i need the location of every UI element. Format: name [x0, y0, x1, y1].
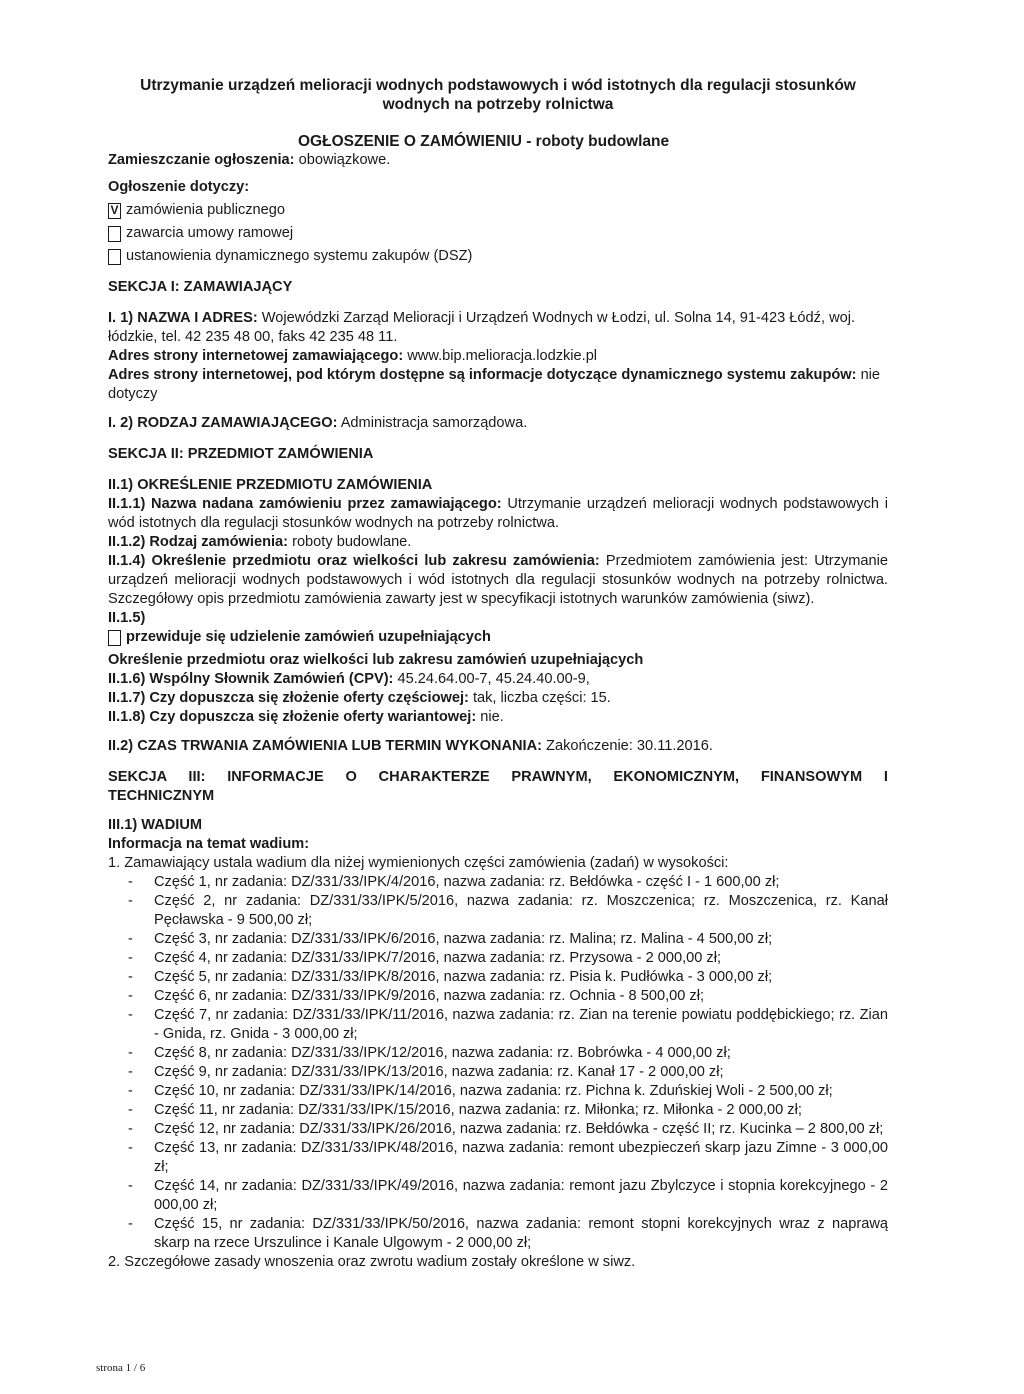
option-framework — [108, 224, 888, 243]
option-label: zamówienia publicznego — [126, 202, 286, 218]
list-item: - Część 15, nr zadania: DZ/331/33/IPK/50/2016, nazwa zadania: remont stopni korekcyjnych wraz z naprawą skarp na rzece Urszulince i Kanale Ulgowym - 2 000,00 zł; — [108, 1215, 888, 1253]
option-label: zawarcia umowy ramowej — [126, 225, 294, 241]
list-item: - Część 1, nr zadania: DZ/331/33/IPK/4/2016, nazwa zadania: rz. Bełdówka - część I - 1 600,00 zł; — [108, 873, 888, 892]
list-item: - Część 5, nr zadania: DZ/331/33/IPK/8/2016, nazwa zadania: rz. Pisia k. Pudłówka - 3 000,00 zł; — [108, 968, 888, 987]
section-3-heading: SEKCJA III: INFORMACJE O CHARAKTERZE PRAWNYM, EKONOMICZNYM, FINANSOWYM I TECHNICZNYM — [108, 769, 888, 804]
variant-label: II.1.8) Czy dopuszcza się złożenie oferty wariantowej: — [108, 709, 477, 725]
deposit-parts-list — [108, 873, 888, 1253]
dsz-label: Adres strony internetowej, pod którym dostępne są informacje dotyczące dynamicznego systemu zakupów: — [108, 367, 857, 383]
website-value: www.bip.melioracja.lodzkie.pl — [403, 348, 598, 364]
document-body — [108, 76, 888, 1272]
list-item: - Część 2, nr zadania: DZ/331/33/IPK/5/2016, nazwa zadania: rz. Moszczenica; rz. Moszczenica, rz. Kanał Pęcławska - 9 500,00 zł; — [108, 892, 888, 930]
n112-label: II.1.2) Rodzaj zamówienia: — [108, 534, 289, 550]
website-line — [108, 347, 888, 366]
website-label: Adres strony internetowej zamawiającego: — [108, 348, 404, 364]
supplementary-desc: Określenie przedmiotu oraz wielkości lub zakresu zamówień uzupełniających — [108, 652, 644, 668]
list-item: - Część 13, nr zadania: DZ/331/33/IPK/48/2016, nazwa zadania: remont ubezpieczeń skarp jazu Zimne - 3 000,00 zł; — [108, 1139, 888, 1177]
supplementary-orders-option — [108, 628, 888, 647]
deposit-heading: III.1) WADIUM — [108, 817, 203, 833]
contract-type-line — [108, 533, 888, 552]
placement-line — [108, 151, 888, 170]
deposit-point-2: 2. Szczegółowe zasady wnoszenia oraz zwrotu wadium zostały określone w siwz. — [108, 1254, 636, 1270]
cpv-line — [108, 670, 888, 689]
partial-offer-line — [108, 689, 888, 708]
checkbox-empty-icon — [108, 630, 121, 646]
partial-label: II.1.7) Czy dopuszcza się złożenie oferty częściowej: — [108, 690, 469, 706]
n112-value: roboty budowlane. — [288, 534, 412, 550]
checkbox-empty-icon — [108, 226, 121, 242]
duration-value: Zakończenie: 30.11.2016. — [542, 738, 713, 754]
contract-name-line — [108, 495, 888, 533]
n114-label: II.1.4) Określenie przedmiotu oraz wielkości lub zakresu zamówienia: — [108, 553, 600, 569]
placement-value: obowiązkowe. — [294, 152, 391, 168]
list-item: - Część 4, nr zadania: DZ/331/33/IPK/7/2016, nazwa zadania: rz. Przysowa - 2 000,00 zł; — [108, 949, 888, 968]
option-public-contract — [108, 201, 888, 220]
list-item: - Część 12, nr zadania: DZ/331/33/IPK/26/2016, nazwa zadania: rz. Bełdówka - część II; rz. Kucinka – 2 800,00 zł; — [108, 1120, 888, 1139]
checkbox-empty-icon — [108, 249, 121, 265]
n111-value: Utrzymanie urządzeń melioracji wodnych podstawowych i wód istotnych dla regulacji stosunków wodnych na potrzeby rolnictwa. — [108, 496, 889, 531]
dsz-website-line — [108, 366, 888, 404]
cpv-value: 45.24.64.00-7, 45.24.40.00-9, — [393, 671, 590, 687]
subject-definition-heading: II.1) OKREŚLENIE PRZEDMIOTU ZAMÓWIENIA — [108, 477, 433, 493]
n115-label: II.1.5) — [108, 610, 146, 626]
notice-subtitle: OGŁOSZENIE O ZAMÓWIENIU - roboty budowlane — [298, 133, 670, 150]
list-item: - Część 7, nr zadania: DZ/331/33/IPK/11/2016, nazwa zadania: rz. Zian na terenie powiatu poddębickiego; rz. Zian - Gnida, rz. Gnida - 3 000,00 zł; — [108, 1006, 888, 1044]
list-item: - Część 10, nr zadania: DZ/331/33/IPK/14/2016, nazwa zadania: rz. Pichna k. Zduńskiej Woli - 2 500,00 zł; — [108, 1082, 888, 1101]
name-value: Wojewódzki Zarząd Melioracji i Urządzeń Wodnych w Łodzi, ul. Solna 14, 91-423 Łódź, woj. łódzkie, tel. 42 235 48 00, faks 42 235 48 11. — [108, 310, 856, 345]
option-label: ustanowienia dynamicznego systemu zakupów (DSZ) — [126, 248, 473, 264]
title-line-1: Utrzymanie urządzeń melioracji wodnych podstawowych i wód istotnych dla regulacji stosunków — [140, 77, 856, 94]
list-item: - Część 9, nr zadania: DZ/331/33/IPK/13/2016, nazwa zadania: rz. Kanał 17 - 2 000,00 zł; — [108, 1063, 888, 1082]
section-1-heading: SEKCJA I: ZAMAWIAJĄCY — [108, 279, 293, 295]
authority-type-line — [108, 414, 888, 433]
list-item: - Część 3, nr zadania: DZ/331/33/IPK/6/2016, nazwa zadania: rz. Malina; rz. Malina - 4 500,00 zł; — [108, 930, 888, 949]
supplementary-option-label: przewiduje się udzielenie zamówień uzupełniających — [126, 629, 491, 645]
option-dsz — [108, 247, 888, 266]
contract-scope-line — [108, 552, 888, 609]
checkbox-checked-icon: V — [108, 203, 121, 219]
page-number: strona 1 / 6 — [96, 1362, 146, 1374]
concerns-label: Ogłoszenie dotyczy: — [108, 179, 250, 195]
type-label: I. 2) RODZAJ ZAMAWIAJĄCEGO: — [108, 415, 338, 431]
cpv-label: II.1.6) Wspólny Słownik Zamówień (CPV): — [108, 671, 394, 687]
type-value: Administracja samorządowa. — [337, 415, 528, 431]
partial-value: tak, liczba części: 15. — [468, 690, 611, 706]
list-item: - Część 11, nr zadania: DZ/331/33/IPK/15/2016, nazwa zadania: rz. Miłonka; rz. Miłonka - 2 000,00 zł; — [108, 1101, 888, 1120]
variant-offer-line — [108, 708, 888, 727]
dsz-value: nie dotyczy — [108, 367, 881, 402]
n111-label: II.1.1) Nazwa nadana zamówieniu przez zamawiającego: — [108, 496, 502, 512]
placement-label: Zamieszczanie ogłoszenia: — [108, 152, 295, 168]
list-item: - Część 6, nr zadania: DZ/331/33/IPK/9/2016, nazwa zadania: rz. Ochnia - 8 500,00 zł; — [108, 987, 888, 1006]
duration-line — [108, 737, 888, 756]
n114-value: Przedmiotem zamówienia jest: Utrzymanie urządzeń melioracji wodnych podstawowych i wód istotnych dla regulacji stosunków wodnych na potrzeby rolnictwa. Szczegółowy opis przedmiotu zamówienia zawarty jest w specyfikacji istotnych warunków zamówienia (siwz). — [108, 553, 888, 607]
section-2-heading: SEKCJA II: PRZEDMIOT ZAMÓWIENIA — [108, 446, 374, 462]
contracting-authority-name — [108, 309, 888, 347]
duration-label: II.2) CZAS TRWANIA ZAMÓWIENIA LUB TERMIN WYKONANIA: — [108, 738, 542, 754]
title-line-2: wodnych na potrzeby rolnictwa — [382, 96, 614, 113]
deposit-info-label: Informacja na temat wadium: — [108, 836, 310, 852]
list-item: - Część 14, nr zadania: DZ/331/33/IPK/49/2016, nazwa zadania: remont jazu Zbylczyce i stopnia korekcyjnego - 2 000,00 zł; — [108, 1177, 888, 1215]
deposit-point-1: 1. Zamawiający ustala wadium dla niżej wymienionych części zamówienia (zadań) w wysokości: — [108, 855, 729, 871]
list-item: - Część 8, nr zadania: DZ/331/33/IPK/12/2016, nazwa zadania: rz. Bobrówka - 4 000,00 zł; — [108, 1044, 888, 1063]
document-title — [108, 76, 888, 114]
name-label: I. 1) NAZWA I ADRES: — [108, 310, 258, 326]
variant-value: nie. — [476, 709, 504, 725]
